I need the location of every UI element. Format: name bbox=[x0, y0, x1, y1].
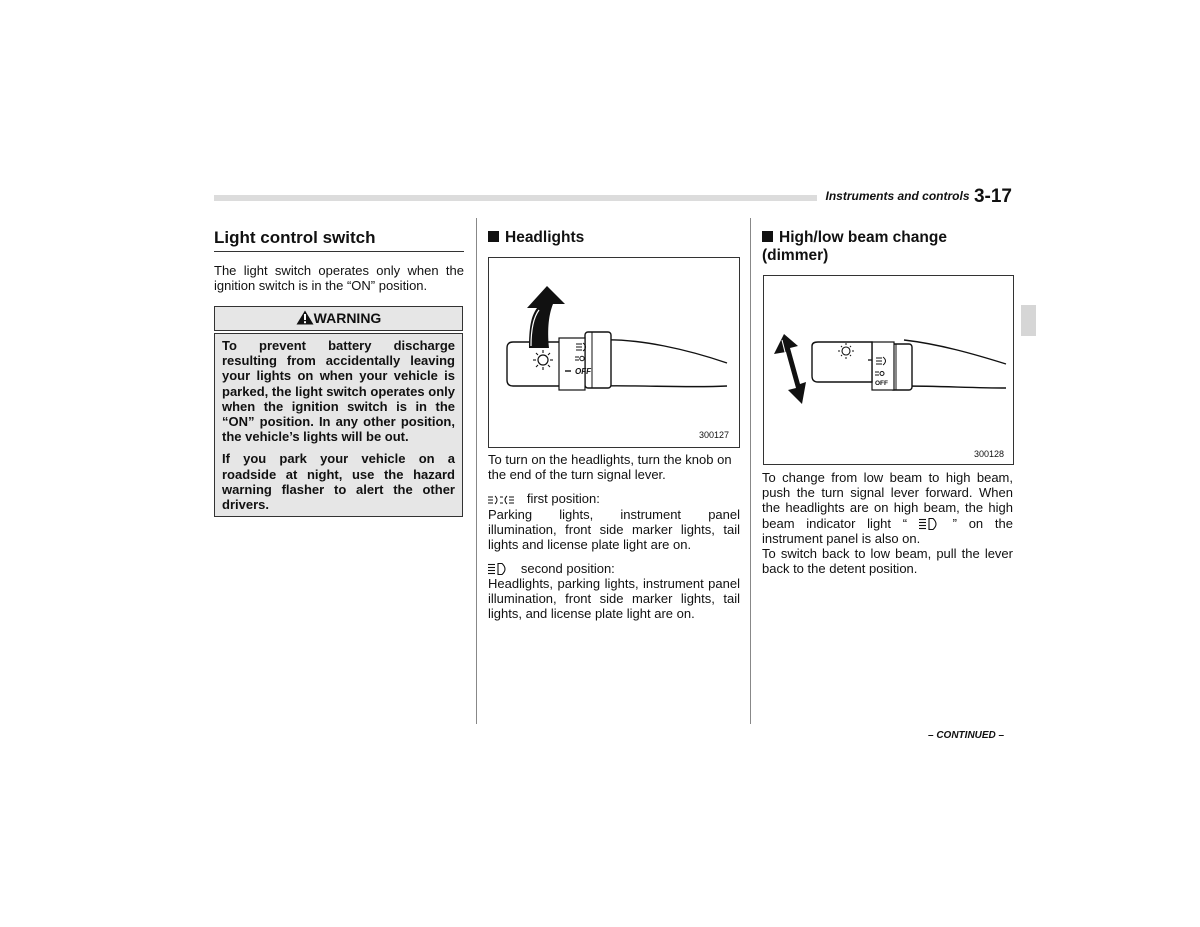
lever-illustration bbox=[764, 276, 1013, 464]
dimmer-text: To change from low beam to high beam, push the turn signal lever forward. When the headlights are on high beam, the high beam indicator light “ ” on the instrument panel is also on. bbox=[762, 470, 1013, 546]
warning-triangle-icon bbox=[296, 310, 314, 325]
dimmer-back-text: To switch back to low beam, pull the lever back to the detent position. bbox=[762, 546, 1013, 577]
warning-text: If you park your vehicle on a roadside at night, use the hazard warning flasher to alert the other drivers. bbox=[222, 451, 455, 513]
headlights-intro: To turn on the headlights, turn the knob on the end of the turn signal lever. bbox=[488, 452, 732, 483]
switch-off-label: OFF bbox=[575, 367, 591, 376]
switch-off-label: OFF bbox=[875, 380, 888, 387]
section-heading: Light control switch bbox=[214, 228, 464, 252]
parking-light-icon bbox=[488, 495, 516, 505]
push-pull-arrow-icon bbox=[774, 334, 806, 404]
high-beam-icon bbox=[919, 518, 941, 530]
lever-illustration bbox=[489, 258, 739, 447]
square-bullet bbox=[762, 231, 773, 242]
page-header bbox=[825, 186, 1012, 208]
column-divider bbox=[476, 218, 477, 724]
figure-headlight-switch bbox=[488, 257, 740, 448]
subsection-heading: Headlights bbox=[488, 229, 740, 247]
figure-dimmer-switch bbox=[763, 275, 1014, 465]
second-position-text: Headlights, parking lights, instrument panel illumination, front side marker lights, tail lights, and license plate light are on. bbox=[488, 576, 740, 622]
subsection-heading: High/low beam change (dimmer) bbox=[762, 229, 947, 264]
chapter-tab bbox=[1021, 305, 1036, 336]
figure-number: 300128 bbox=[973, 449, 1004, 459]
warning-box bbox=[214, 333, 463, 517]
continued-label: – CONTINUED – bbox=[928, 730, 1005, 741]
intro-text: The light switch operates only when the ignition switch is in the “ON” position. bbox=[214, 263, 464, 294]
column-divider bbox=[750, 218, 751, 724]
high-beam-icon bbox=[488, 563, 510, 575]
warning-header bbox=[214, 306, 463, 331]
page-number: 3-17 bbox=[973, 186, 1012, 207]
warning-label: WARNING bbox=[313, 310, 382, 326]
first-position-line: first position: bbox=[488, 491, 740, 506]
second-position-line: second position: bbox=[488, 561, 740, 576]
warning-text: To prevent battery discharge resulting from accidentally leaving your lights on when your vehicle is parked, the light switch operates only when the ignition switch is in the “ON” position. In any other position, the vehicle’s lights will be out. bbox=[222, 338, 455, 445]
figure-number: 300127 bbox=[698, 430, 729, 440]
square-bullet bbox=[488, 231, 499, 242]
first-position-text: Parking lights, instrument panel illumination, front side marker lights, tail lights and license plate light are on. bbox=[488, 507, 740, 553]
header-rule bbox=[214, 195, 817, 201]
section-title: Instruments and controls bbox=[825, 189, 970, 203]
